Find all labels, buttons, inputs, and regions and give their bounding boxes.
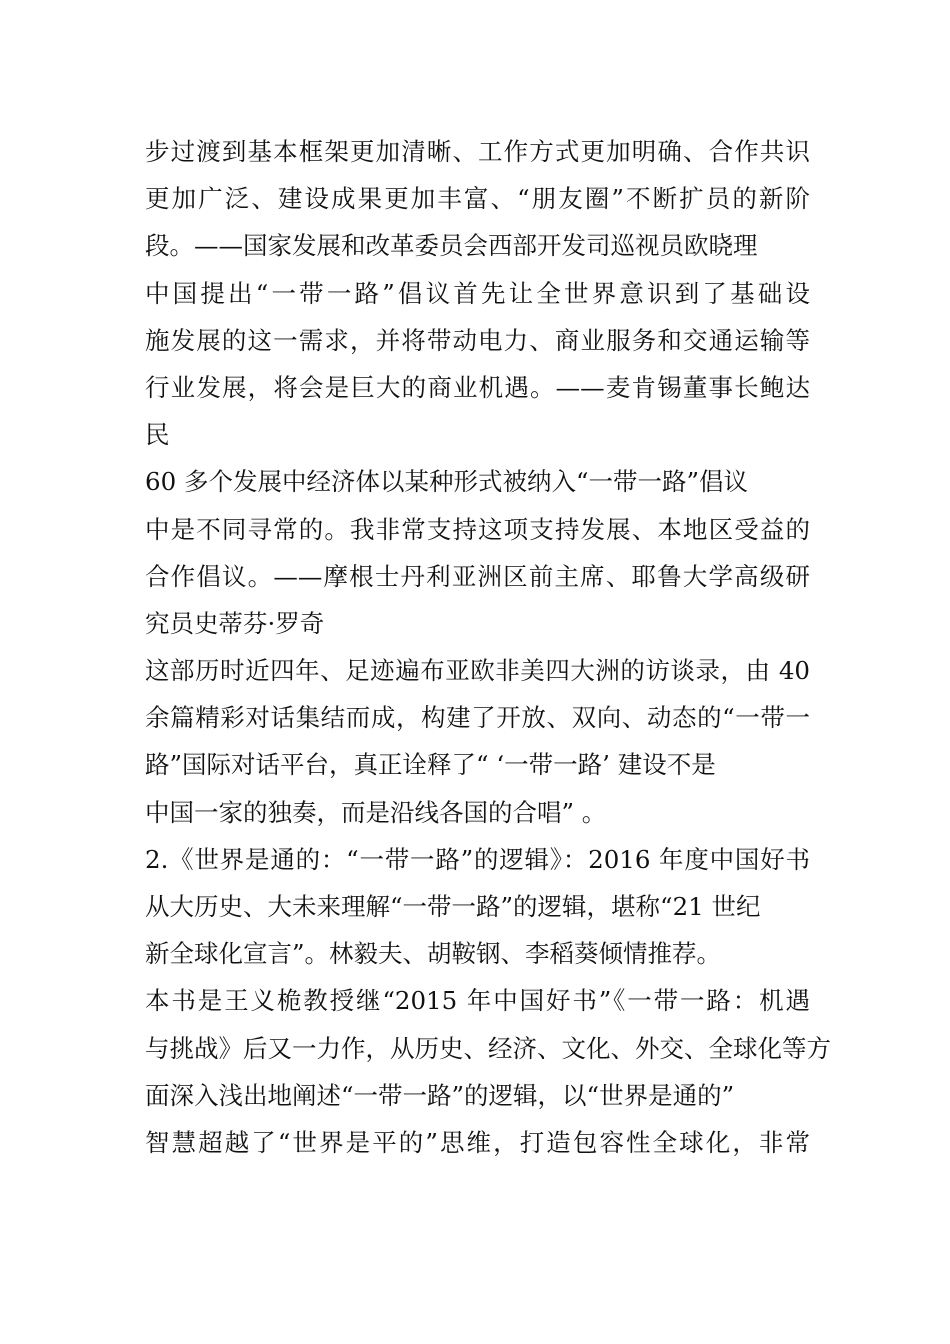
text-line: 面深入浅出地阐述“一带一路”的逻辑，以“世界是通的”: [145, 1080, 735, 1110]
text-line: 本书是王义桅教授继“2015 年中国好书”《一带一路：机遇: [145, 986, 810, 1016]
text-line: 究员史蒂芬·罗奇: [145, 608, 325, 638]
body-text: [145, 128, 831, 1166]
text-line: 余篇精彩对话集结而成，构建了开放、双向、动态的“一带一: [145, 703, 810, 733]
text-line: 路”国际对话平台，真正诠释了“ ‘一带一路’ 建设不是: [145, 750, 716, 780]
text-line: 更加广泛、建设成果更加丰富、“朋友圈”不断扩员的新阶: [145, 184, 810, 214]
text-line: 行业发展，将会是巨大的商业机遇。——麦肯锡董事长鲍达: [145, 372, 810, 402]
text-line: 与挑战》后又一力作，从历史、经济、文化、外交、全球化等方: [145, 1033, 831, 1063]
text-line: 步过渡到基本框架更加清晰、工作方式更加明确、合作共识: [145, 137, 810, 166]
text-line: 施发展的这一需求，并将带动电力、商业服务和交通运输等: [145, 325, 810, 355]
text-line: 中是不同寻常的。我非常支持这项支持发展、本地区受益的: [145, 514, 810, 544]
text-line: 中国提出“一带一路”倡议首先让全世界意识到了基础设: [145, 278, 810, 308]
text-line: 中国一家的独奏，而是沿线各国的合唱” 。: [145, 797, 607, 827]
text-line: 智慧超越了“世界是平的”思维，打造包容性全球化，非常: [145, 1127, 810, 1157]
text-line: 新全球化宣言”。林毅夫、胡鞍钢、李稻葵倾情推荐。: [145, 939, 722, 969]
text-line: 2.《世界是通的：“一带一路”的逻辑》：2016 年度中国好书: [145, 844, 810, 874]
text-line: 从大历史、大未来理解“一带一路”的逻辑，堪称“21 世纪: [145, 892, 761, 921]
text-line: 段。——国家发展和改革委员会西部开发司巡视员欧晓理: [145, 231, 758, 261]
text-line: 民: [145, 420, 170, 450]
text-line: 合作倡议。——摩根士丹利亚洲区前主席、耶鲁大学高级研: [145, 561, 810, 591]
text-line: 这部历时近四年、足迹遍布亚欧非美四大洲的访谈录，由 40: [145, 656, 810, 686]
text-line: 60 多个发展中经济体以某种形式被纳入“一带一路”倡议: [145, 467, 749, 497]
